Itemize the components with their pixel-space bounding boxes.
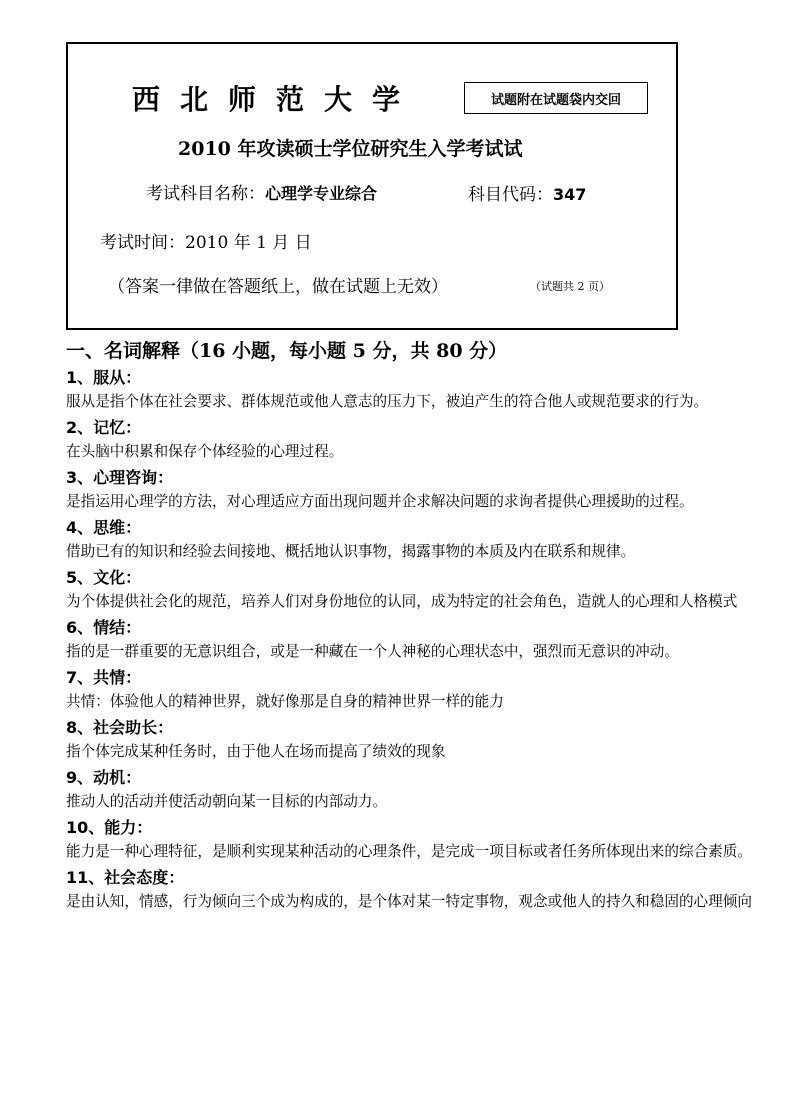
subject-value: 心理学专业综合	[265, 184, 378, 203]
term-title: 1、服从：	[66, 368, 142, 387]
term-title: 5、文化：	[66, 568, 142, 587]
code-label: 科目代码：	[468, 185, 553, 205]
list-item	[66, 866, 772, 914]
list-item	[66, 766, 772, 814]
term-title: 9、动机：	[66, 768, 142, 787]
term-title: 6、情结：	[66, 618, 142, 637]
term-definition: 是指运用心理学的方法，对心理适应方面出现问题并企求解决问题的求询者提供心理援助的过程。	[66, 493, 694, 510]
term-definition: 服从是指个体在社会要求、群体规范或他人意志的压力下，被迫产生的符合他人或规范要求的行为。	[66, 393, 709, 410]
list-item	[66, 616, 772, 664]
term-title: 2、记忆：	[66, 418, 142, 437]
subject-line	[146, 179, 377, 204]
term-definition: 共情：体验他人的精神世界，就好像那是自身的精神世界一样的能力	[66, 693, 504, 710]
term-definition: 在头脑中积累和保存个体经验的心理过程。	[66, 443, 344, 460]
list-item	[66, 516, 772, 564]
list-item	[66, 716, 772, 764]
exam-time: 考试时间：2010 年 1 月 日	[100, 233, 312, 253]
term-definition: 借助已有的知识和经验去间接地、概括地认识事物，揭露事物的本质及内在联系和规律。	[66, 543, 636, 560]
term-title: 7、共情：	[66, 668, 142, 687]
subject-label: 考试科目名称：	[146, 184, 265, 204]
term-title: 11、社会态度：	[66, 868, 185, 887]
exam-title: 2010 年攻读硕士学位研究生入学考试试	[178, 138, 523, 160]
term-title: 4、思维：	[66, 518, 142, 537]
term-definition: 指个体完成某种任务时，由于他人在场而提高了绩效的现象	[66, 743, 446, 760]
term-definition: 推动人的活动并使活动朝向某一目标的内部动力。	[66, 793, 388, 810]
code-value: 347	[553, 185, 587, 204]
term-definition: 是由认知，情感，行为倾向三个成为构成的，是个体对某一特定事物，观念或他人的持久和稳固的心理倾向	[66, 893, 752, 910]
term-definition: 能力是一种心理特征，是顺利实现某种活动的心理条件，是完成一项目标或者任务所体现出来的综合素质。	[66, 843, 752, 860]
university-name: 西北师范大学	[132, 83, 421, 116]
term-title: 8、社会助长：	[66, 718, 174, 737]
list-item	[66, 466, 772, 514]
return-notice-box: 试题附在试题袋内交回	[464, 82, 648, 114]
term-title: 10、能力：	[66, 818, 153, 837]
list-item	[66, 566, 772, 614]
answer-note: （答案一律做在答题纸上，做在试题上无效）	[108, 277, 448, 297]
section-title: 一、名词解释（16 小题，每小题 5 分，共 80 分）	[66, 340, 508, 362]
list-item	[66, 816, 772, 864]
list-item	[66, 366, 772, 414]
term-title: 3、心理咨询：	[66, 468, 174, 487]
term-list	[66, 366, 772, 916]
term-definition: 为个体提供社会化的规范，培养人们对身份地位的认同，成为特定的社会角色，造就人的心理和人格模式	[66, 593, 738, 610]
list-item	[66, 666, 772, 714]
term-definition: 指的是一群重要的无意识组合，或是一种藏在一个人神秘的心理状态中，强烈而无意识的冲动。	[66, 643, 679, 660]
page-count: （试题共 2 页）	[530, 280, 610, 293]
subject-code	[468, 180, 586, 205]
list-item	[66, 416, 772, 464]
exam-header-box	[66, 42, 678, 330]
